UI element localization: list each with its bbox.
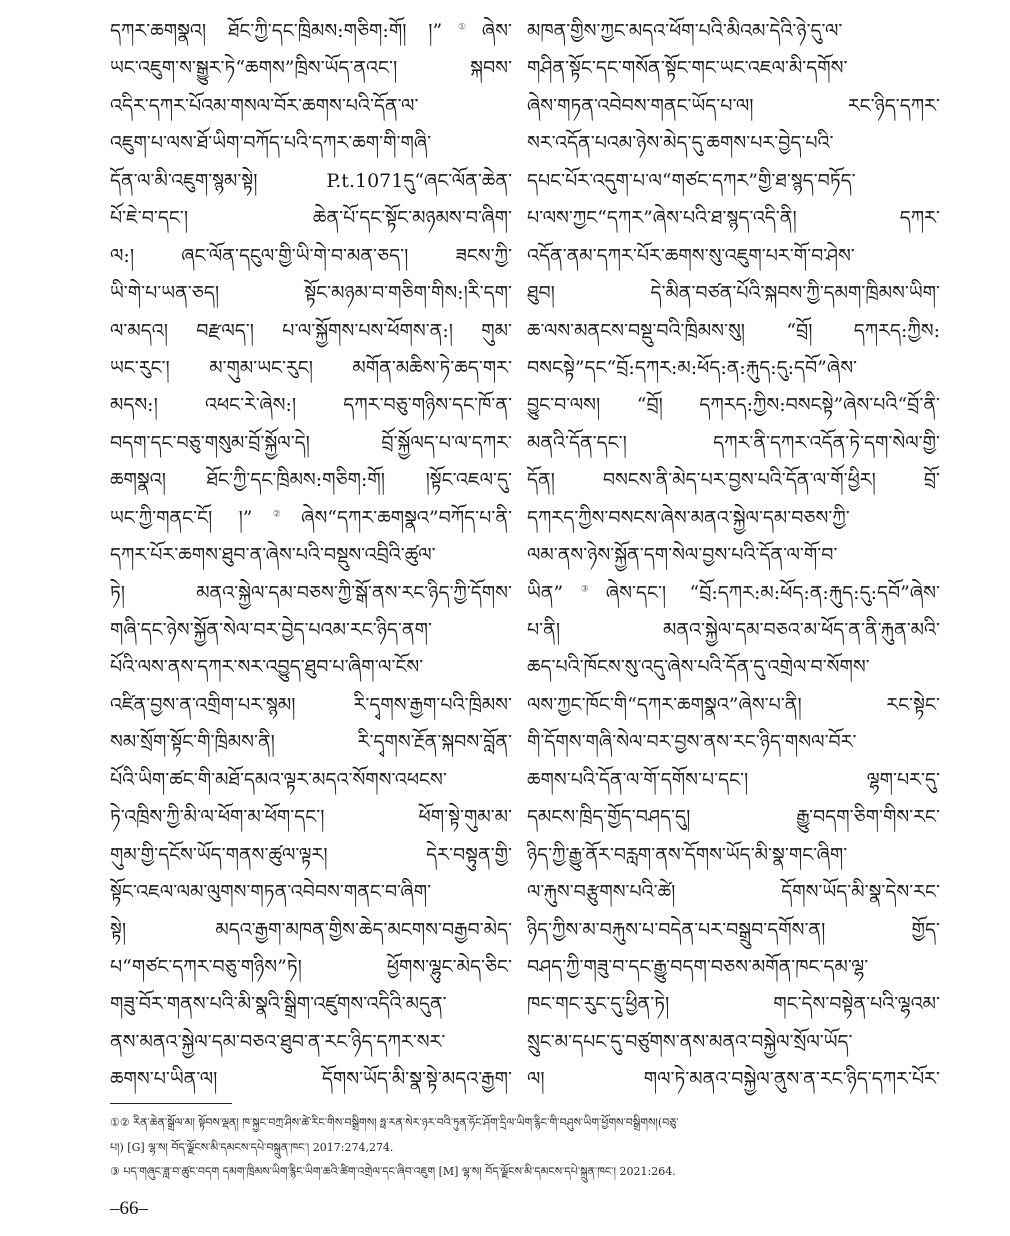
page-number: –66– xyxy=(110,1198,148,1219)
text-line: བདག་དང་བཅུ་གསུམ་བྲོ་སྐྱོལ་དེ། བྲོ་སྐྱོལད་པ་ལ་དཀར་ xyxy=(110,431,512,454)
text-line: མནའི་དོན་དང་། དཀར་ནི་དཀར་འདོན་ཏེ་དག་སེལ་གྱི་ xyxy=(527,431,940,454)
text-line: ཆད་པའི་ཁོངས་སུ་འདུ་ཞེས་པའི་དོན་དུ་འགྲེལ་བ་སོགས་ xyxy=(527,656,870,679)
text-line: དཀརད་ཀྱིས་བསངས་ཞེས་མནའ་སྐྱེལ་དམ་བཅས་ཀྱི་ xyxy=(527,506,850,529)
text-line: དོན་ལ་མི་འཇུག་སྙམ་སྟེ། P.t.1071དུ“ཞང་ལོན་ཆེན་ xyxy=(110,169,512,192)
text-line: དམངས་ཁྲིད་གྱོད་བཤད་དུ། རྒྱུ་བདག་ཅིག་གིས་རང་ xyxy=(527,806,940,829)
text-line: གཟུ་བོར་གནས་པའི་མི་སྣའི་སྒྲིག་འཛུགས་འདིའི་མདུན་ xyxy=(110,993,447,1016)
text-line: འཛིན་བྱས་ན་འགྲིག་པར་སྙམ། རི་དྭགས་རྒྱག་པའི་ཁྲིམས་ xyxy=(110,693,512,716)
text-line xyxy=(110,13,512,50)
text-line: བཤད་ཀྱི་གཟུ་བ་དང་རྒྱུ་བདག་བཅས་མགོན་ཁང་དམ་ལྷ་ xyxy=(527,955,869,978)
text-segment: ཞེས“དཀར་ཆགསྣའ”བཀོད་པ་ནི་ xyxy=(301,506,512,529)
text-line: པོའི་ལས་ནས་དཀར་སར་འབྱུད་ཐུབ་པ་ཞིག་ལ་ངོས་ xyxy=(110,656,424,679)
text-line: སྲུང་མ་དཔང་དུ་བཙུགས་ནས་མནའ་བསྐྱེལ་སྲོལ་ཡོད་ xyxy=(527,1030,853,1053)
text-line: ཆགསྣའ། ཐོང་ཀྱི་དང་ཁྲིམས:གཅིག:གོ། །སྟོང་འཇལ་དུ་ xyxy=(110,469,512,492)
left-column xyxy=(110,13,512,1099)
text-segment: དཀར་ཆགསྣའ། ཐོང་ཀྱི་དང་ཁྲིམས:གཅིག:གོ། །” xyxy=(110,20,443,42)
text-line: ཉིད་ཀྱི་རྒྱུ་ནོར་བརླག་ནས་དོགས་ཡོད་མི་སྣ་གང་ཞིག་ xyxy=(527,843,848,866)
text-line: ཡང་རུང་། མ་གུམ་ཡང་རུང། མགོན་མཆིས་ཏེ་ཆད་གར་ xyxy=(110,356,512,379)
right-column xyxy=(527,13,940,1099)
footnote-marker[interactable]: ② xyxy=(252,509,302,520)
text-line: ལམ་ནས་ཉེས་སྐྱོན་དག་སེལ་བྱས་པའི་དོན་ལ་གོ་བ་ xyxy=(527,544,838,567)
text-line: ཡི་གེ་པ་ཡན་ཅད། སྟོང་མཉམ་བ་གཅིག་གིས:།རི་དག་ xyxy=(110,282,512,305)
text-line: ལས་ཀྱང་ཁོང་གི“དཀར་ཆགསྣའ”ཞེས་པ་ནི། རང་སྟེང་ xyxy=(527,693,940,716)
text-line: ཞེས་གཏན་འབེབས་གནང་ཡོད་པ་ལ། རང་ཉིད་དཀར་ xyxy=(527,94,940,117)
text-line: ལ:། ཞང་ལོན་དངུལ་གྱི་ཡི་གེ་བ་མན་ཅད་། ཟངས་ཀྱི་ xyxy=(110,244,512,267)
footnotes xyxy=(110,1111,925,1185)
footnote-divider xyxy=(110,1103,232,1104)
text-line: པ་ནི། མནའ་སྐྱེལ་དམ་བཅའ་མ་ཕོད་ན་ནི་རྐུན་མའི་ xyxy=(527,619,940,641)
text-line xyxy=(110,500,512,537)
text-line: སྟེ། མདའ་རྒྱག་མཁན་གྱིས་ཆེད་མངགས་བརྒྱབ་མེད་ xyxy=(110,918,512,941)
text-line: སྟོང་འཇལ་ལམ་ལུགས་གཏན་འབེབས་གནང་བ་ཞིག་ xyxy=(110,881,432,904)
text-segment: ཡིན” xyxy=(527,581,564,604)
text-line: འཇུག་པ་ལས་ཐོ་ཡིག་བཀོད་པའི་དཀར་ཆག་གི་གཞི་ xyxy=(110,132,432,155)
text-line: ཉིད་ཀྱིས་མ་བརྐུས་པ་བདེན་པར་བསྒྲུབ་དགོས་ན། གྱོད་ xyxy=(527,918,940,941)
text-line: སམ་སྲོག་སྟོང་གི་ཁྲིམས་ནི། རི་དྭགས་རྔོན་སྐབས་བློན་ xyxy=(110,731,512,754)
text-line: པ“གཙང་དཀར་བཅུ་གཉིས”ཏེ། ཕྱོགས་ལྷུང་མེད་ཅིང་ xyxy=(110,955,512,978)
footnote-marker[interactable]: ① xyxy=(442,22,482,33)
text-line: ཏེ་འཁྲིས་ཀྱི་མི་ལ་ཕོག་མ་ཕོག་དང་། ཕོག་སྟེ་གུམ་མ་ xyxy=(110,806,512,829)
text-line: བསངསྟེ”དང“བྲོ:དཀར:མ:ཕོད:ན:རྐུད:དུ:དབོ”ཞེས་ xyxy=(527,356,858,379)
text-line: པོ་ཇེ་བ་དང་། ཆེན་པོ་དང་སྟོང་མཉམས་བ་ཞིག་ xyxy=(110,207,512,230)
text-line: པོའི་ཡིག་ཚང་གི་མཐོ་དམའ་ལྟར་མདའ་སོགས་འཕངས་ xyxy=(110,768,447,791)
text-line: ཆ་ལས་མནངས་བསྡུ་བའི་ཁྲིམས་སུ། “བྲོ། དཀརད:ཀྱིས: xyxy=(527,319,940,342)
footnote: ③ པད་གཞུང་ཟླ་བ་ཚུང་བདག དམག་ཁྲིམས་ཡིག་རྙིང་ཡིག་ཆའི་ཚིག་འགྲེལ་དང་ཞིབ་འཇུག [M] ལྷ་ས། བོད་ལྗོངས་མི་དམངས་དཔེ་སྐྲུན་ཁང་། 2021:264. xyxy=(110,1165,676,1178)
text-line: གཞི་དང་ཉེས་སྐྱོན་སེལ་བར་བྱེད་པའམ་རང་ཉིད་ནག་ xyxy=(110,619,432,641)
text-line: ཡང་འཇུག་ས་སྒྱུར་ཏེ“ཆགས”ཁྲིས་ཡོད་ནའང་། སྐབས་ xyxy=(110,57,512,80)
text-line: མཁན་གྱིས་ཀྱང་མདའ་ཕོག་པའི་མིའམ་དེའི་ཉེ་དུ་ལ་ xyxy=(527,20,843,42)
footnote: ①② རིན་ཆེན་སྒྲོལ་མ། སྟོབས་ལྡན། ཁ་སྐྱང་བཀྲ་ཤིས་ཚེ་རིང་གིས་བསྒྲིགས། ཧྥ་རན་སེར་ཉར་བའི་ཏུན་ཧོང་ཤོག་དྲིལ་ཡིག་རྙིང་གི་བཤུས་ཡིག་ཕྱོགས་བསྒྲིགས།(བཅུ་ xyxy=(110,1116,679,1129)
text-line xyxy=(527,575,940,612)
text-line: གུམ་གྱི་དངོས་ཡོད་གནས་ཚུལ་ལྟར། དེར་བསྟུན་གྱི་ xyxy=(110,843,512,866)
text-line: བྱུང་བ་ལས། “བྲོ། དཀརད:ཀྱིས:བསངསྟེ”ཞེས་པའི“བྲོ་ནི་ xyxy=(527,394,940,417)
text-line: ཏེ། མནའ་སྐྱེལ་དམ་བཅས་ཀྱི་སྒོ་ནས་རང་ཉིད་ཀྱི་དོགས་ xyxy=(110,581,512,604)
text-line: ཆགས་པའི་དོན་ལ་གོ་དགོས་པ་དང་། ལྷག་པར་དུ་ xyxy=(527,768,940,791)
text-line: དཀར་པོར་ཆགས་ཐུབ་ན་ཞེས་པའི་བསྡུས་འབྲིའི་ཚུལ་ xyxy=(110,544,436,567)
text-line: མདས:། འཕང་རེ་ཞེས:། དཀར་བཅུ་གཉིས་དང་ཁོ་ན་ xyxy=(110,394,512,417)
text-line: ལ་མདའ། བརྫལད་། པ་ལ་སྐྱོགས་པས་ཕོགས་ན:། གུམ་ xyxy=(110,319,512,342)
text-line: གི་དོགས་གཞི་སེལ་བར་བྱས་ནས་རང་ཉིད་གསལ་བོར་ xyxy=(527,731,857,754)
text-segment: ཞེས་ xyxy=(481,20,512,42)
text-line: ཁང་གང་རུང་དུ་ཕྱིན་ཏེ། གང་དེས་བསྟེན་པའི་ལྷའམ་ xyxy=(527,993,940,1016)
text-line: ཆགས་པ་ཡིན་ལ། དོགས་ཡོད་མི་སྣ་སྟེ་མདའ་རྒྱག་ xyxy=(110,1068,512,1091)
text-line: ལ་རྐུས་བརྩུགས་པའི་ཚེ། དོགས་ཡོད་མི་སྣ་དེས་རང་ xyxy=(527,881,940,904)
text-line: དཔང་པོར་འདུག་པ་ལ“གཙང་དཀར”གྱི་ཐ་སྙད་བཏོད་ xyxy=(527,169,856,192)
text-line: ལ། གལ་ཏེ་མནའ་བསྐྱེལ་ནུས་ན་རང་ཉིད་དཀར་པོར་ xyxy=(527,1068,940,1091)
text-segment: ཡང་ཀྱི་གནང་ངོ། །” xyxy=(110,506,253,529)
text-segment: ཞེས་དང་། “བྲོ:དཀར:མ:ཕོད:ན:རྐུད:དུ:དབོ”ཞེས་ xyxy=(605,581,940,604)
text-line: དོན། བསངས་ནི་མེད་པར་བྱས་པའི་དོན་ལ་གོ་ཕྱིར། བྲོ་ xyxy=(527,469,940,492)
text-line: ནས་མནའ་སྐྱེལ་དམ་བཅའ་ཐུབ་ན་རང་ཉིད་དཀར་སར་ xyxy=(110,1030,446,1053)
text-line: གཤིན་སྟོང་དང་གསོན་སྟོང་གང་ཡང་འཇལ་མི་དགོས་ xyxy=(527,57,848,80)
footnote-continuation: པ།) [G] ལྷ་ས། བོད་ལྗོངས་མི་དམངས་དཔེ་བསྐྲུན་ཁང་། 2017:274,274. xyxy=(110,1140,394,1154)
text-line: ཐུབ། དེ་མིན་བཙན་པོའི་སྐབས་ཀྱི་དམག་ཁྲིམས་ཡིག་ xyxy=(527,282,940,305)
text-line: སར་འདོན་པའམ་ཉེས་མེད་དུ་ཆགས་པར་བྱེད་པའི་ xyxy=(527,132,834,155)
text-line: འདིར་དཀར་པོའམ་གསལ་བོར་ཆགས་པའི་དོན་ལ་ xyxy=(110,94,419,117)
footnote-marker[interactable]: ③ xyxy=(563,584,606,595)
text-line: པ་ལས་ཀྱང“དཀར”ཞེས་པའི་ཐ་སྙད་འདི་ནི། དཀར་ xyxy=(527,207,940,230)
text-line: འདོན་ནམ་དཀར་པོར་ཆགས་སུ་འཇུག་པར་གོ་བ་ཤེས་ xyxy=(527,244,855,267)
